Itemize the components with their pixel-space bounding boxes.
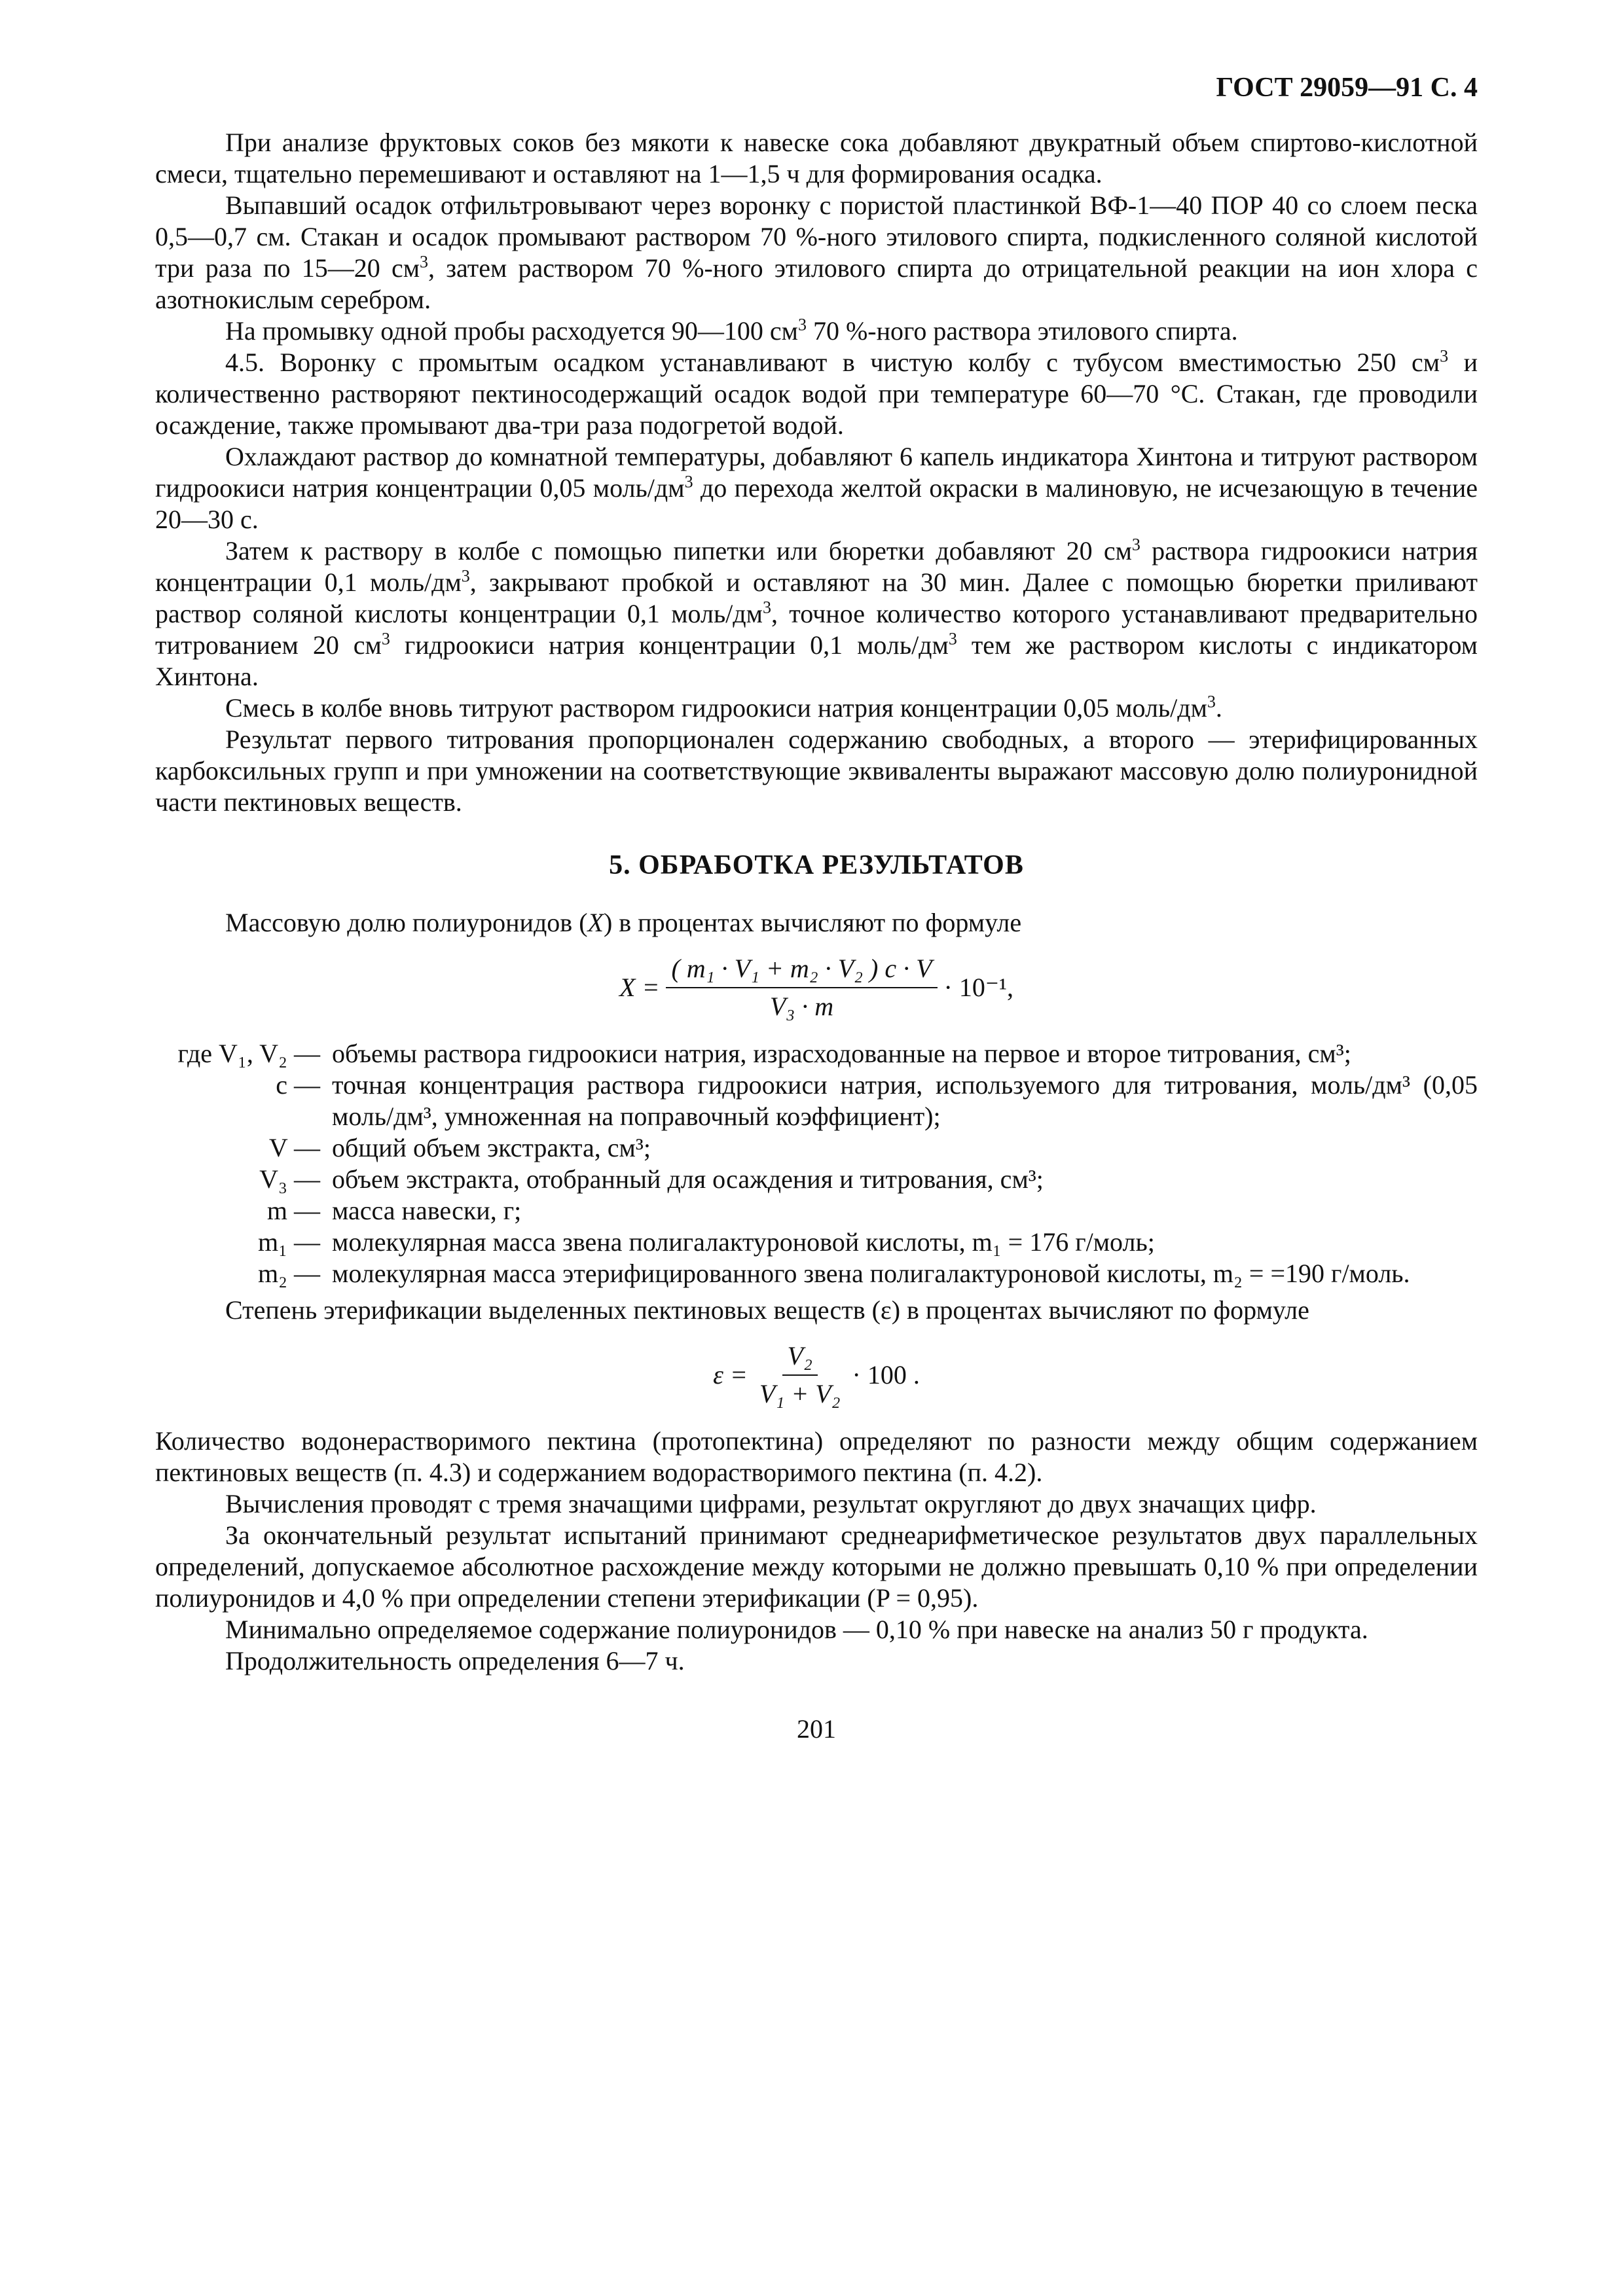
formula-fraction	[754, 1340, 846, 1410]
paragraph: Затем к раствору в колбе с помощью пипетки или бюретки добавляют 20 $см^3$ раствора гидроокиси натрия концентрации 0,1 моль/$дм^3$, закрывают пробкой и оставляют на 30 мин. Далее с помощью бюретки приливают раствор соляной кислоты концентрации 0,1 моль/$дм^3$, точное количество которого устанавливают предварительно титрованием 20 $см^3$ гидроокиси натрия концентрации 0,1 моль/$дм^3$ тем же раствором кислоты с индикатором Хинтона.	[155, 535, 1478, 691]
document-header: ГОСТ 29059—91 С. 4	[1216, 73, 1478, 103]
paragraph: Вычисления проводят с тремя значащими цифрами, результат округляют до двух значащих цифр.	[225, 1489, 1317, 1518]
definition-text: объемы раствора гидроокиси натрия, израсходованные на первое и второе титрования, см³;	[332, 1039, 1351, 1068]
formula-fraction	[666, 953, 937, 1022]
paragraph: Массовую долю полиуронидов (X) в процентах вычисляют по формуле	[225, 908, 1022, 937]
document-page	[155, 72, 1478, 1745]
definition-text: молекулярная масса звена полигалактуроновой кислоты, m₁ = 176 г/моль;	[332, 1227, 1155, 1257]
paragraph: При анализе фруктовых соков без мякоти к навеске сока добавляют двукратный объем спиртово-кислотной смеси, тщательно перемешивают и оставляют на 1—1,5 ч для формирования осадка.	[155, 128, 1478, 188]
formula-lhs: X =	[619, 973, 660, 1002]
section-title: 5. ОБРАБОТКА РЕЗУЛЬТАТОВ	[609, 850, 1024, 880]
formula-tail: · 10⁻¹,	[943, 973, 1013, 1002]
paragraph: На промывку одной пробы расходуется 90—100 $см^3$ 70 %-ного раствора этилового спирта.	[225, 315, 1238, 346]
definition-text: масса навески, г;	[332, 1196, 522, 1225]
paragraph: Охлаждают раствор до комнатной температуры, добавляют 6 капель индикатора Хинтона и титруют раствором гидроокиси натрия концентрации 0,05 моль/$дм^3$ до перехода желтой окраски в малиновую, не исчезающую в течение 20—30 с.	[155, 442, 1478, 534]
definition-text: точная концентрация раствора гидроокиси натрия, используемого для титрования, моль/дм³ (0,05 моль/дм³, умноженная на поправочный коэффициент);	[332, 1070, 1478, 1131]
definition-term: V —	[268, 1133, 320, 1162]
paragraph: Степень этерификации выделенных пектиновых веществ (ε) в процентах вычисляют по формуле	[225, 1295, 1309, 1325]
paragraph: Результат первого титрования пропорционален содержанию свободных, а второго — этерифицированных карбоксильных групп и при умножении на соответствующие эквиваленты выражают массовую долю полиуронидной части пектиновых веществ.	[155, 725, 1478, 817]
paragraph: 4.5. Воронку с промытым осадком устанавливают в чистую колбу с тубусом вместимостью 250 $см^3$ и количественно растворяют пектиносодержащий осадок водой при температуре 60—70 °С. Стакан, где проводили осаждение, также промывают два-три раза подогретой водой.	[155, 346, 1478, 440]
paragraph: Минимально определяемое содержание полиуронидов — 0,10 % при навеске на анализ 50 г продукта.	[225, 1615, 1368, 1644]
paragraph: Смесь в колбе вновь титруют раствором гидроокиси натрия концентрации 0,05 моль/$дм^3$.	[225, 692, 1222, 723]
definition-text: общий объем экстракта, см³;	[332, 1133, 651, 1162]
paragraph: Выпавший осадок отфильтровывают через воронку с пористой пластинкой ВФ-1—40 ПОР 40 со слоем песка 0,5—0,7 см. Стакан и осадок промывают раствором 70 %-ного этилового спирта, подкисленного соляной кислотой три раза по 15—20 $см^3$, затем раствором 70 %-ного этилового спирта до отрицательной реакции на ион хлора с азотнокислым серебром.	[155, 190, 1478, 314]
formula-polyuronides	[155, 953, 1478, 1022]
definition-term: m₂ —	[257, 1259, 320, 1288]
definition-text: объем экстракта, отобранный для осаждения и титрования, см³;	[332, 1164, 1044, 1194]
variable-definitions	[155, 1038, 1478, 1289]
formula-numerator: ( m₁ · V₁ + m₂ · V₂ ) c · V	[666, 953, 937, 988]
formula-numerator: V₂	[782, 1340, 818, 1376]
definition-term: m —	[266, 1196, 320, 1225]
formula-esterification	[155, 1340, 1478, 1410]
formula-denominator: V₁ + V₂	[759, 1379, 841, 1408]
paragraph: Продолжительность определения 6—7 ч.	[225, 1646, 685, 1676]
definition-term: m₁ —	[257, 1227, 320, 1257]
definition-text: молекулярная масса этерифицированного звена полигалактуроновой кислоты, m₂ = =190 г/моль.	[332, 1259, 1410, 1288]
definition-term: V₃ —	[259, 1164, 320, 1194]
page-number: 201	[797, 1714, 836, 1744]
paragraph: За окончательный результат испытаний принимают среднеарифметическое результатов двух параллельных определений, допускаемое абсолютное расхождение между которыми не должно превышать 0,10 % при определении полиуронидов и 4,0 % при определении степени этерификации (P = 0,95).	[155, 1520, 1478, 1613]
definition-term: c —	[276, 1070, 320, 1100]
formula-tail: · 100 .	[852, 1360, 920, 1390]
paragraph: Количество водонерастворимого пектина (протопектина) определяют по разности между общим содержанием пектиновых веществ (п. 4.3) и содержанием водорастворимого пектина (п. 4.2).	[155, 1426, 1478, 1487]
formula-denominator: V₃ · m	[769, 992, 834, 1021]
formula-lhs: ε =	[713, 1360, 748, 1390]
definition-term: где V₁, V₂ —	[177, 1039, 320, 1068]
